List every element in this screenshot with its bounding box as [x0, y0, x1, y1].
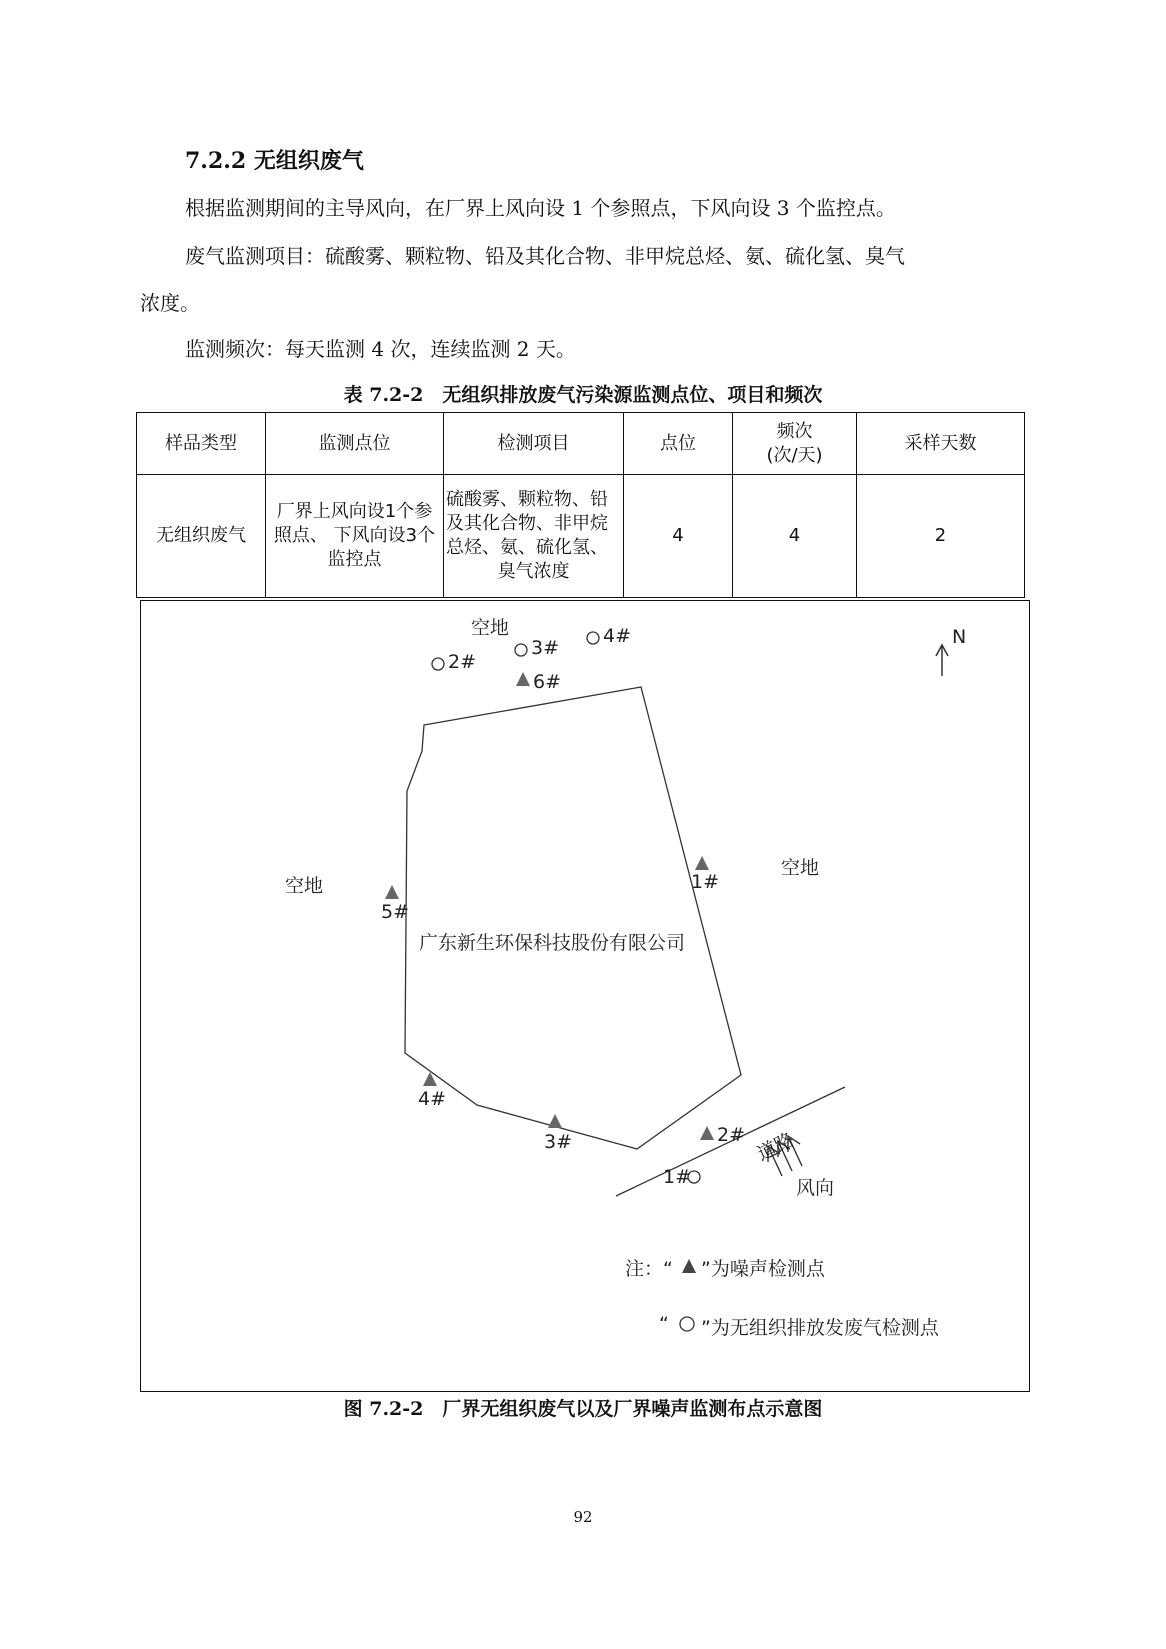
header-frequency [733, 413, 857, 475]
land-label-top: 空地 [471, 617, 510, 639]
paragraph-monitor-items: 废气监测项目：硫酸雾、颗粒物、铅及其化合物、非甲烷总烃、氨、硫化氢、臭气 [185, 244, 905, 268]
noise-point-6-icon [516, 672, 530, 686]
site-layout-figure [140, 600, 1030, 1392]
cell-frequency: 4 [733, 475, 857, 598]
cell-items-line: 硫酸雾、颗粒物、铅 [446, 489, 608, 510]
cell-items-line: 总烃、氨、硫化氢、 [446, 537, 608, 558]
header-days: 采样天数 [857, 413, 1025, 475]
noise-point-1-icon [695, 856, 709, 870]
table-row [137, 475, 1025, 598]
paragraph-frequency: 监测频次：每天监测 4 次，连续监测 2 天。 [185, 337, 576, 361]
figure-caption: 图 7.2-2 厂界无组织废气以及厂界噪声监测布点示意图 [343, 1398, 823, 1420]
noise-point-label: 4# [418, 1088, 447, 1110]
noise-point-label: 6# [533, 671, 562, 693]
noise-point-label: 3# [544, 1131, 573, 1153]
cell-points: 4 [624, 475, 733, 598]
paragraph-monitor-items-cont: 浓度。 [140, 291, 200, 315]
monitoring-table [136, 412, 1025, 598]
header-frequency-line2: (次/天) [766, 444, 823, 466]
gas-point-label: 3# [531, 637, 560, 659]
noise-point-2-icon [700, 1126, 714, 1140]
cell-location-line: 监控点 [327, 549, 382, 570]
wind-label: 风向 [796, 1177, 835, 1199]
cell-location-line: 厂界上风向设1个参 [276, 501, 433, 522]
gas-point-label: 1# [663, 1166, 692, 1188]
gas-point-label: 2# [448, 651, 477, 673]
cell-sample-type: 无组织废气 [137, 475, 266, 598]
legend-note-prefix-text: 注： [625, 1258, 664, 1280]
header-items: 检测项目 [444, 413, 624, 475]
table-caption: 表 7.2-2 无组织排放废气污染源监测点位、项目和频次 [343, 384, 823, 406]
paragraph-wind-points: 根据监测期间的主导风向，在厂界上风向设 1 个参照点，下风向设 3 个监控点。 [185, 196, 896, 220]
gas-point-4-icon [587, 632, 599, 644]
page-number: 92 [573, 1508, 593, 1526]
plant-boundary [405, 687, 741, 1149]
noise-point-label: 5# [381, 901, 410, 923]
cell-items-line: 臭气浓度 [497, 561, 570, 582]
land-label-right: 空地 [781, 857, 820, 879]
site-layout-drawing [141, 601, 1029, 1391]
north-arrow-icon [936, 645, 948, 676]
legend-note-prefix: 注：“ [625, 1258, 673, 1280]
legend-gas-icon [680, 1317, 694, 1331]
north-label: N [952, 626, 967, 648]
company-label: 广东新生环保科技股份有限公司 [419, 932, 686, 954]
cell-items-line: 及其化合物、非甲烷 [446, 513, 608, 534]
legend-noise-label: 为噪声检测点 [710, 1258, 825, 1280]
cell-days: 2 [857, 475, 1025, 598]
section-title: 7.2.2 无组织废气 [185, 148, 364, 174]
noise-point-3-icon [548, 1114, 562, 1128]
noise-point-5-icon [385, 885, 399, 899]
header-frequency-line1: 频次 [776, 420, 813, 442]
gas-point-3-icon [515, 644, 527, 656]
cell-location [266, 475, 444, 598]
legend-gas-text: ”为无组织排放发废气检测点 [701, 1317, 939, 1339]
header-sample-type: 样品类型 [137, 413, 266, 475]
gas-point-label: 4# [603, 625, 632, 647]
header-points: 点位 [624, 413, 733, 475]
gas-point-2-icon [432, 658, 444, 670]
cell-location-line: 照点、 下风向设3个 [273, 525, 436, 546]
legend-noise-icon [682, 1259, 696, 1273]
legend-noise-text: ”为噪声检测点 [701, 1258, 825, 1280]
legend-gas-open-quote: “ [659, 1313, 669, 1335]
road-label: 道路 [753, 1128, 798, 1166]
noise-point-label: 1# [691, 871, 720, 893]
land-label-left: 空地 [285, 875, 324, 897]
noise-point-label: 2# [717, 1124, 746, 1146]
header-location: 监测点位 [266, 413, 444, 475]
legend-gas-label: 为无组织排放发废气检测点 [710, 1317, 939, 1339]
cell-items [444, 475, 624, 598]
table-header-row [137, 413, 1025, 475]
